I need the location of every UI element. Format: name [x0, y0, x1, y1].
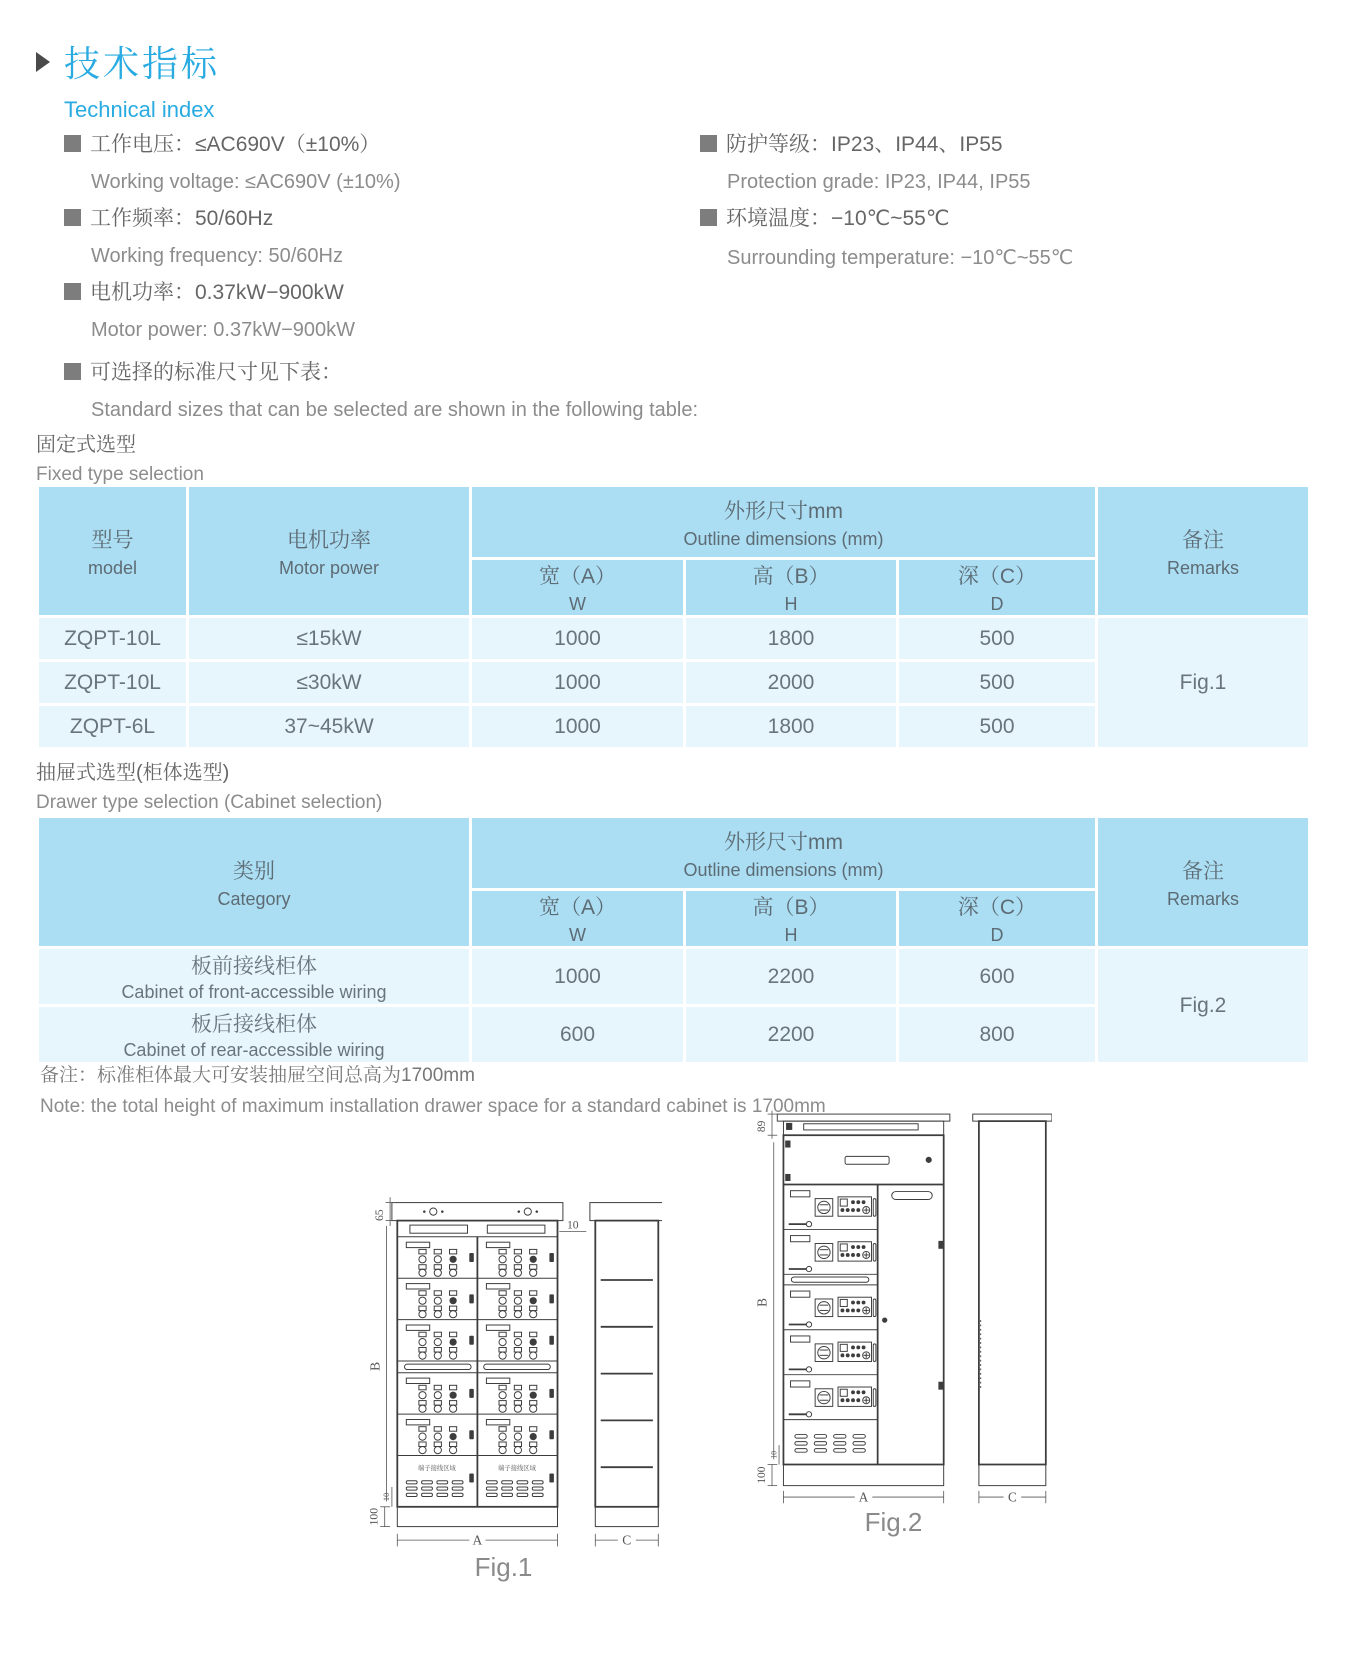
table-row [38, 948, 1310, 1006]
cell-width: 600 [471, 1006, 685, 1064]
cell-width: 1000 [471, 705, 685, 749]
fig1-dim-small: 10 [382, 1492, 392, 1501]
col-header-outline-dimensions: 外形尺寸mm Outline dimensions (mm) [471, 486, 1097, 559]
bullet-square-icon [64, 209, 81, 226]
spec-protection-grade [700, 128, 1031, 194]
col-header-category: 类别 Category [38, 817, 471, 948]
spec-zh: 可选择的标准尺寸见下表： [90, 361, 342, 384]
cell-remark: Fig.2 [1097, 948, 1310, 1064]
cabinet-drawing-fig1: 端子接线区域 65 10 B 10 100 A C [345, 1190, 662, 1550]
bullet-square-icon [700, 209, 717, 226]
cell-depth: 500 [898, 661, 1097, 705]
col-header-remarks: 备注 Remarks [1097, 817, 1310, 948]
fig2-dim-width: A [858, 1489, 869, 1505]
cell-remark: Fig.1 [1097, 617, 1310, 749]
col-header-height: 高（B） H [685, 890, 898, 948]
figure-2-caption: Fig.2 [864, 1507, 923, 1537]
spec-en: Working frequency: 50/60Hz [91, 245, 343, 267]
cell-power: 37~45kW [188, 705, 471, 749]
bullet-square-icon [64, 363, 81, 380]
spec-en: Standard sizes that can be selected are shown in the following table: [91, 399, 699, 421]
spec-working-voltage [64, 128, 401, 194]
cell-power: ≤30kW [188, 661, 471, 705]
fig1-dim-width: A [472, 1532, 483, 1548]
section-arrow-icon [36, 52, 50, 72]
cell-category: 板前接线柜体 Cabinet of front-accessible wiring [38, 948, 471, 1006]
figure-1-caption: Fig.1 [474, 1552, 533, 1582]
fig2-dim-base: 100 [755, 1466, 768, 1484]
fig1-dim-top-right: 10 [566, 1218, 579, 1232]
fixed-table-title-en: Fixed type selection [36, 464, 204, 485]
col-header-height: 高（B） H [685, 559, 898, 617]
spec-zh: 环境温度：−10℃~55℃ [726, 207, 950, 230]
footnote-en: Note: the total height of maximum installation drawer space for a standard cabinet is 1700mm [40, 1096, 826, 1117]
table-row [38, 617, 1310, 661]
cell-width: 1000 [471, 661, 685, 705]
fixed-table-title-zh: 固定式选型 [36, 434, 136, 456]
fig2-dim-depth: C [1007, 1489, 1017, 1505]
cell-height: 1800 [685, 705, 898, 749]
fig1-dim-cap: 65 [372, 1209, 386, 1222]
cell-height: 1800 [685, 617, 898, 661]
fixed-type-table [36, 484, 1311, 750]
cell-power: ≤15kW [188, 617, 471, 661]
col-header-depth: 深（C） D [898, 890, 1097, 948]
spec-ambient-temperature [700, 202, 1073, 270]
cabinet-drawing-fig2 [735, 1100, 1052, 1505]
spec-en: Surrounding temperature: −10℃~55℃ [727, 247, 1074, 269]
drawer-table-title-en: Drawer type selection (Cabinet selection) [36, 792, 383, 813]
col-header-depth: 深（C） D [898, 559, 1097, 617]
cell-height: 2200 [685, 1006, 898, 1064]
spec-zh: 工作电压：≤AC690V（±10%） [90, 133, 381, 156]
fig2-dim-cap: 89 [755, 1120, 768, 1133]
spec-standard-sizes [64, 356, 698, 422]
spec-zh: 防护等级：IP23、IP44、IP55 [726, 133, 1003, 156]
cell-model: ZQPT-10L [38, 661, 188, 705]
cell-depth: 500 [898, 617, 1097, 661]
fig1-dim-base: 100 [367, 1507, 381, 1526]
cell-height: 2200 [685, 948, 898, 1006]
cell-model: ZQPT-6L [38, 705, 188, 749]
fig1-dim-depth: C [622, 1532, 632, 1548]
fig1-dim-height: B [367, 1361, 383, 1371]
drawer-table-title [36, 756, 382, 814]
bullet-square-icon [64, 135, 81, 152]
spec-working-frequency [64, 202, 343, 268]
cell-model: ZQPT-10L [38, 617, 188, 661]
spec-en: Motor power: 0.37kW−900kW [91, 319, 355, 341]
page-header [36, 36, 220, 123]
cell-depth: 500 [898, 705, 1097, 749]
table-footnote [40, 1060, 826, 1118]
bullet-square-icon [700, 135, 717, 152]
cell-category: 板后接线柜体 Cabinet of rear-accessible wiring [38, 1006, 471, 1064]
col-header-motor-power: 电机功率 Motor power [188, 486, 471, 617]
col-header-model: 型号 model [38, 486, 188, 617]
col-header-remarks: 备注 Remarks [1097, 486, 1310, 617]
spec-zh: 工作频率：50/60Hz [90, 207, 274, 230]
fig2-dim-height: B [754, 1298, 770, 1307]
spec-zh: 电机功率：0.37kW−900kW [90, 281, 344, 304]
cell-height: 2000 [685, 661, 898, 705]
col-header-outline-dimensions: 外形尺寸mm Outline dimensions (mm) [471, 817, 1097, 890]
fixed-table-title [36, 428, 204, 486]
page-title-zh: 技术指标 [64, 43, 221, 84]
figure-2 [735, 1100, 1052, 1538]
col-header-width: 宽（A） W [471, 559, 685, 617]
spec-en: Working voltage: ≤AC690V (±10%) [91, 171, 401, 193]
bullet-square-icon [64, 283, 81, 300]
spec-motor-power [64, 276, 355, 342]
cell-depth: 800 [898, 1006, 1097, 1064]
drawer-table-title-zh: 抽屉式选型(柜体选型) [36, 762, 230, 784]
spec-en: Protection grade: IP23, IP44, IP55 [727, 171, 1031, 193]
fig2-dim-small: 10 [769, 1450, 779, 1459]
col-header-width: 宽（A） W [471, 890, 685, 948]
figure-1 [345, 1190, 662, 1583]
page-title-en: Technical index [64, 97, 215, 122]
cell-width: 1000 [471, 617, 685, 661]
cell-width: 1000 [471, 948, 685, 1006]
cell-depth: 600 [898, 948, 1097, 1006]
footnote-zh: 备注：标准柜体最大可安装抽屉空间总高为1700mm [40, 1065, 475, 1086]
drawer-type-table [36, 815, 1311, 1065]
